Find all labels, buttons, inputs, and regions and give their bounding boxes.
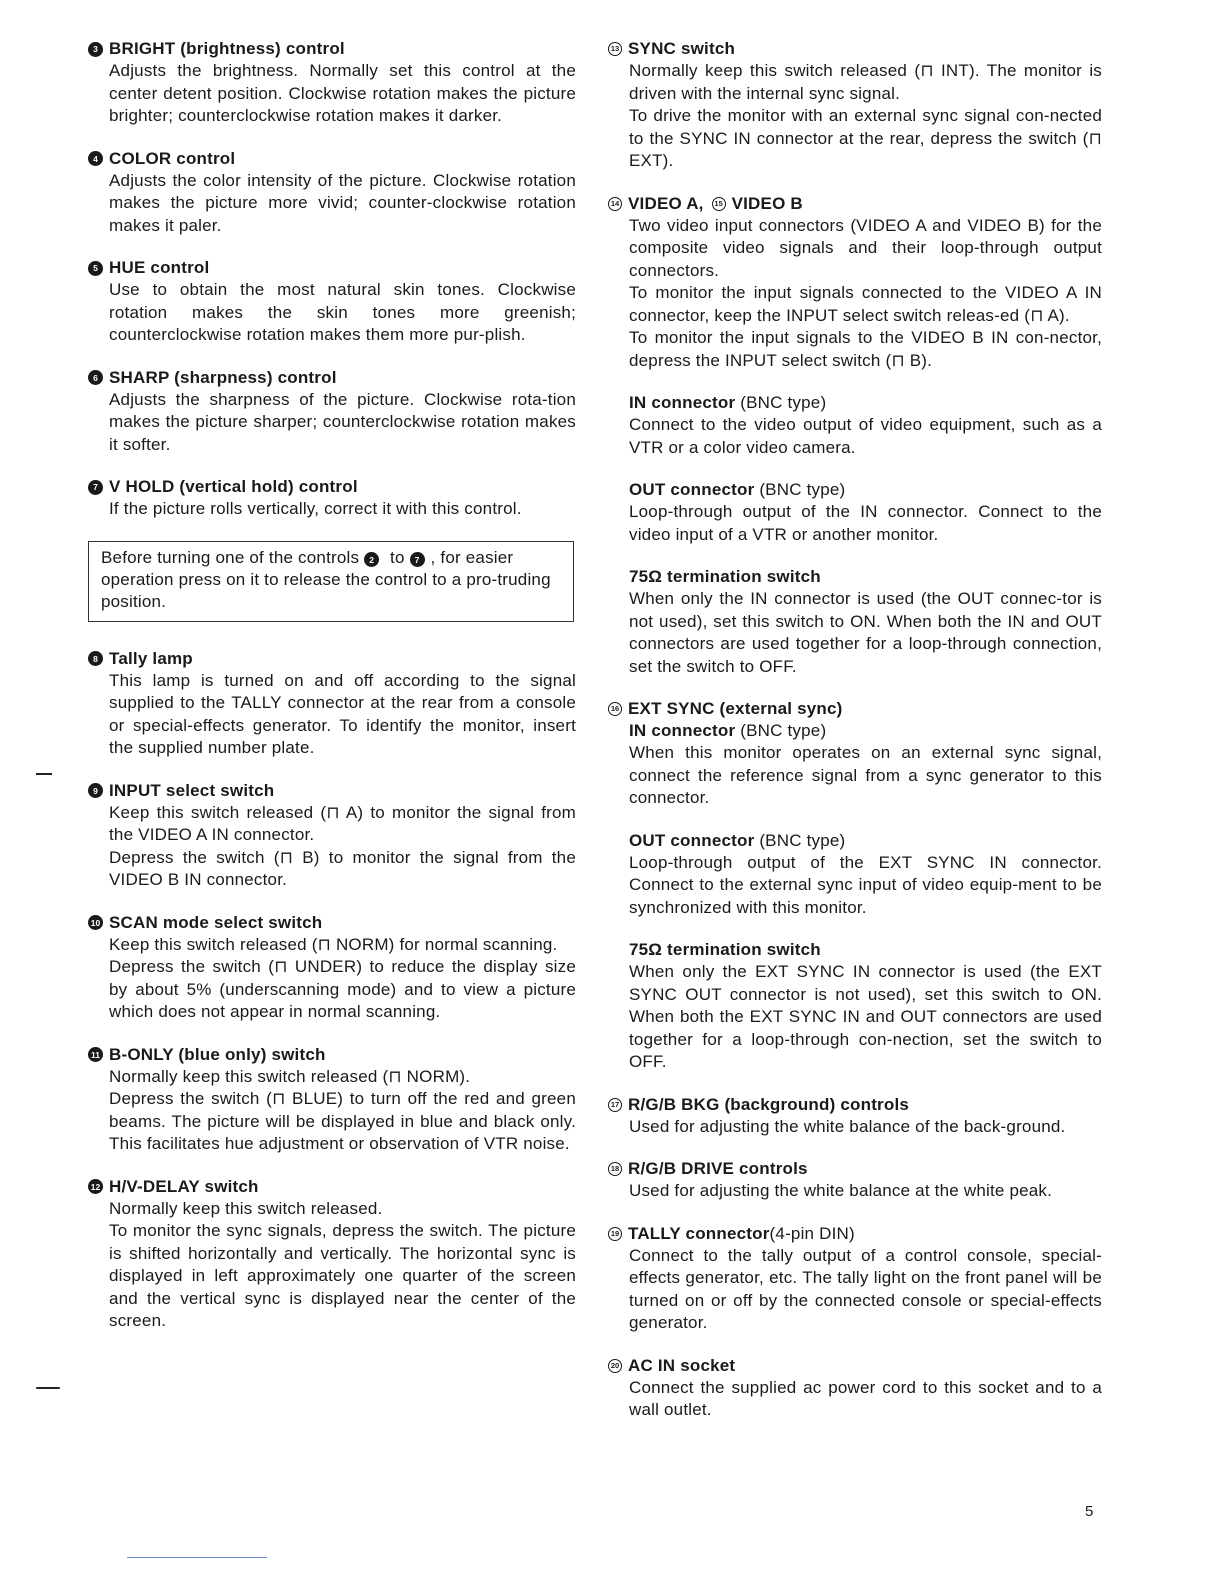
item-number: 18 [608, 1162, 622, 1176]
sub-title-type: (BNC type) [754, 480, 846, 499]
item-paragraph: Normally keep this switch released (⊓ INT). The monitor is driven with the internal sync signal. [629, 61, 1102, 103]
item-body [608, 1245, 1102, 1335]
item-heading [608, 1094, 1102, 1116]
item-title: SYNC switch [628, 39, 736, 58]
sub-text: Loop-through output of the IN connector. Connect to the video input of a VTR or another monitor. [629, 502, 1102, 544]
item-body [608, 1377, 1102, 1422]
item-paragraph: Normally keep this switch released. [109, 1198, 383, 1218]
item-number: 12 [88, 1179, 103, 1194]
item-paragraph: Adjusts the color intensity of the picture. Clockwise rotation makes the picture more vivid; counter-clockwise rotation makes it paler. [109, 170, 576, 235]
item-heading [88, 1044, 576, 1066]
sub-title [629, 830, 1102, 852]
item-heading [608, 698, 1102, 720]
sub-title-text: OUT connector [629, 830, 755, 850]
item-body [88, 934, 576, 1024]
item-paragraph: Normally keep this switch released (⊓ NORM). [109, 1066, 471, 1086]
sub-title-text: IN connector [629, 721, 736, 740]
item-section [88, 1176, 576, 1333]
left-items-2 [88, 648, 576, 1333]
item-number: 19 [608, 1227, 622, 1241]
sub-section [608, 479, 1102, 546]
item-heading [608, 1223, 1102, 1245]
item-title: SCAN mode select switch [109, 912, 323, 932]
item-paragraph: Adjusts the brightness. Normally set this control at the center detent position. Clockwise rotation makes the picture brighter; counterclockwise rotation makes it darker. [109, 61, 576, 125]
item-heading [88, 367, 576, 389]
item-body [88, 279, 576, 347]
item-body [608, 215, 1102, 373]
scan-line [127, 1557, 267, 1558]
margin-mark [36, 1387, 60, 1389]
sub-title [629, 392, 1102, 414]
item-section [88, 476, 576, 521]
item-section [88, 38, 576, 128]
item-section [608, 1094, 1102, 1139]
item-heading [88, 148, 576, 170]
item-body [608, 1116, 1102, 1139]
sub-section [608, 392, 1102, 459]
item-title: COLOR control [109, 148, 236, 168]
item-body [88, 60, 576, 128]
note-after: , for easier operation press on it to release the control to a pro-truding position. [101, 547, 551, 611]
right-column [608, 38, 1102, 1442]
sub-title-text: 75Ω termination switch [629, 940, 821, 959]
item-heading [608, 193, 1102, 215]
item-body [88, 498, 576, 521]
item-heading [88, 257, 576, 279]
item-paragraph: Two video input connectors (VIDEO A and VIDEO B) for the composite video signals and their loop-through output connectors. [629, 215, 1102, 280]
item-section [88, 780, 576, 892]
item-type: (4-pin DIN) [769, 1223, 855, 1243]
item-heading [608, 38, 1102, 60]
item-title: R/G/B BKG (background) controls [628, 1094, 910, 1114]
item-heading [88, 648, 576, 670]
item-title-b: VIDEO B [731, 193, 803, 213]
item-heading [88, 1176, 576, 1198]
item-paragraph: Depress the switch (⊓ BLUE) to turn off the red and green beams. The picture will be displayed in blue and black only. This facilitates hue adjustment or observation of VTR noise. [109, 1089, 576, 1153]
item-paragraph: To drive the monitor with an external sync signal con-nected to the SYNC IN connector at the rear, depress the switch (⊓ EXT). [629, 106, 1102, 170]
item-number: 4 [88, 151, 103, 166]
note-num-start: 2 [364, 552, 379, 567]
item-paragraph: To monitor the input signals to the VIDEO B IN con-nector, depress the INPUT select switch (⊓ B). [629, 328, 1102, 370]
item-number: 3 [88, 42, 103, 57]
item-ext-sync [608, 698, 1102, 720]
item-number: 17 [608, 1098, 622, 1112]
item-section [608, 1158, 1102, 1203]
sub-title-type: (BNC type) [754, 830, 846, 850]
margin-mark [36, 773, 52, 775]
item-sync-switch [608, 38, 1102, 173]
item-number: 7 [88, 480, 103, 495]
item-title: Tally lamp [109, 648, 193, 668]
item-paragraph: To monitor the sync signals, depress the switch. The picture is shifted horizontally and vertically. The horizontal sync is displayed in left approximately one quarter of the screen and the vertical sync is displayed near the center of the screen. [109, 1221, 576, 1330]
item-paragraph: Adjusts the sharpness of the picture. Clockwise rota-tion makes the picture sharper; counterclockwise rotation makes it softer. [109, 389, 576, 454]
item-title: HUE control [109, 258, 210, 277]
item-paragraph: Keep this switch released (⊓ NORM) for normal scanning. [109, 934, 558, 954]
item-heading [88, 476, 576, 498]
item-section [88, 648, 576, 760]
item-paragraph: Depress the switch (⊓ UNDER) to reduce the display size by about 5% (underscanning mode) and to view a picture which does not appear in normal scanning. [109, 957, 576, 1021]
sub-title-type: (BNC type) [735, 393, 827, 412]
item-body [88, 802, 576, 892]
sub-title [629, 566, 1102, 588]
item-paragraph: Depress the switch (⊓ B) to monitor the signal from the VIDEO B IN connector. [109, 847, 576, 889]
note-mid: to [385, 547, 410, 567]
item-paragraph: If the picture rolls vertically, correct it with this control. [109, 499, 522, 518]
item-section [88, 148, 576, 238]
ext-sync-sub-sections [608, 720, 1102, 1074]
item-title: EXT SYNC (external sync) [628, 699, 843, 718]
item-title: B-ONLY (blue only) switch [109, 1044, 326, 1064]
item-body [88, 670, 576, 760]
item-paragraph: Keep this switch released (⊓ A) to monitor the signal from the VIDEO A IN connector. [109, 802, 576, 844]
item-section [88, 1044, 576, 1156]
sub-text: When only the IN connector is used (the OUT connec-tor is not used), set this switch to ON. When both the IN and OUT connectors are used together for a loop-through connection, set the switch to OFF. [629, 589, 1102, 676]
item-body [88, 1066, 576, 1156]
right-items [608, 1094, 1102, 1422]
item-body [88, 170, 576, 238]
item-body [608, 60, 1102, 173]
sub-title [629, 720, 1102, 742]
note-box [88, 541, 574, 622]
item-paragraph: To monitor the input signals connected to the VIDEO A IN connector, keep the INPUT select switch releas-ed (⊓ A). [629, 283, 1102, 325]
item-title: R/G/B DRIVE controls [628, 1159, 808, 1178]
item-section [88, 912, 576, 1024]
item-section [88, 257, 576, 347]
item-title-a: VIDEO A, [628, 193, 704, 213]
item-heading [608, 1158, 1102, 1180]
item-video-ab [608, 193, 1102, 373]
sub-title-text: IN connector [629, 393, 736, 412]
sub-title [629, 939, 1102, 961]
item-section [608, 1223, 1102, 1335]
item-number: 11 [88, 1047, 103, 1062]
item-title: SHARP (sharpness) control [109, 367, 337, 387]
sub-section [608, 720, 1102, 810]
item-title: INPUT select switch [109, 780, 275, 800]
sub-title-type: (BNC type) [735, 721, 827, 740]
video-sub-sections [608, 392, 1102, 678]
item-paragraph: Use to obtain the most natural skin tones. Clockwise rotation makes the skin tones more greenish; counterclockwise rotation makes them more pur-plish. [109, 280, 576, 344]
item-section [608, 1355, 1102, 1422]
left-column [88, 38, 576, 1353]
item-number: 5 [88, 261, 103, 276]
item-paragraph: Used for adjusting the white balance at the white peak. [629, 1181, 1053, 1200]
sub-section [608, 939, 1102, 1074]
note-before: Before turning one of the controls [101, 547, 365, 567]
item-section [88, 367, 576, 457]
item-number: 13 [608, 42, 622, 56]
left-items [88, 38, 576, 521]
sub-section [608, 566, 1102, 678]
sub-text: Loop-through output of the EXT SYNC IN connector. Connect to the external sync input of video equip-ment to be synchronized with this monitor. [629, 852, 1102, 917]
item-number: 8 [88, 651, 103, 666]
item-paragraph: This lamp is turned on and off according to the signal supplied to the TALLY connector at the rear from a console or special-effects generator. To identify the monitor, insert the supplied number plate. [109, 670, 576, 757]
item-number: 6 [88, 370, 103, 385]
item-title: V HOLD (vertical hold) control [109, 477, 358, 496]
item-number: 9 [88, 783, 103, 798]
item-title: TALLY connector [628, 1223, 770, 1243]
item-heading [88, 38, 576, 60]
item-number-b: 15 [712, 197, 726, 211]
item-number: 10 [88, 915, 103, 930]
item-paragraph: Connect the supplied ac power cord to this socket and to a wall outlet. [629, 1377, 1102, 1419]
sub-text: When only the EXT SYNC IN connector is used (the EXT SYNC OUT connector is not used), set this switch to ON. When both the EXT SYNC IN and OUT connectors are used together for a loop-through con-nection, set the switch to OFF. [629, 962, 1102, 1071]
item-body [88, 1198, 576, 1333]
sub-text: Connect to the video output of video equipment, such as a VTR or a color video camera. [629, 415, 1102, 457]
item-body [608, 1180, 1102, 1203]
item-number: 16 [608, 702, 622, 716]
item-title: H/V-DELAY switch [109, 1176, 259, 1196]
item-paragraph: Connect to the tally output of a control console, special-effects generator, etc. The tally light on the front panel will be turned on or off by the connected console or special-effects generator. [629, 1245, 1102, 1332]
item-number: 20 [608, 1359, 622, 1373]
item-heading [88, 912, 576, 934]
sub-text: When this monitor operates on an external sync signal, connect the reference signal from a sync generator to this connector. [629, 743, 1102, 807]
sub-section [608, 830, 1102, 920]
note-num-end: 7 [410, 552, 425, 567]
item-title: BRIGHT (brightness) control [109, 39, 345, 58]
sub-title [629, 479, 1102, 501]
item-paragraph: Used for adjusting the white balance of the back-ground. [629, 1116, 1066, 1136]
item-title: AC IN socket [628, 1355, 736, 1375]
sub-title-text: OUT connector [629, 480, 755, 499]
item-number-a: 14 [608, 197, 622, 211]
page-number: 5 [1085, 1503, 1094, 1520]
item-heading [88, 780, 576, 802]
item-heading [608, 1355, 1102, 1377]
item-body [88, 389, 576, 457]
sub-title-text: 75Ω termination switch [629, 567, 821, 586]
